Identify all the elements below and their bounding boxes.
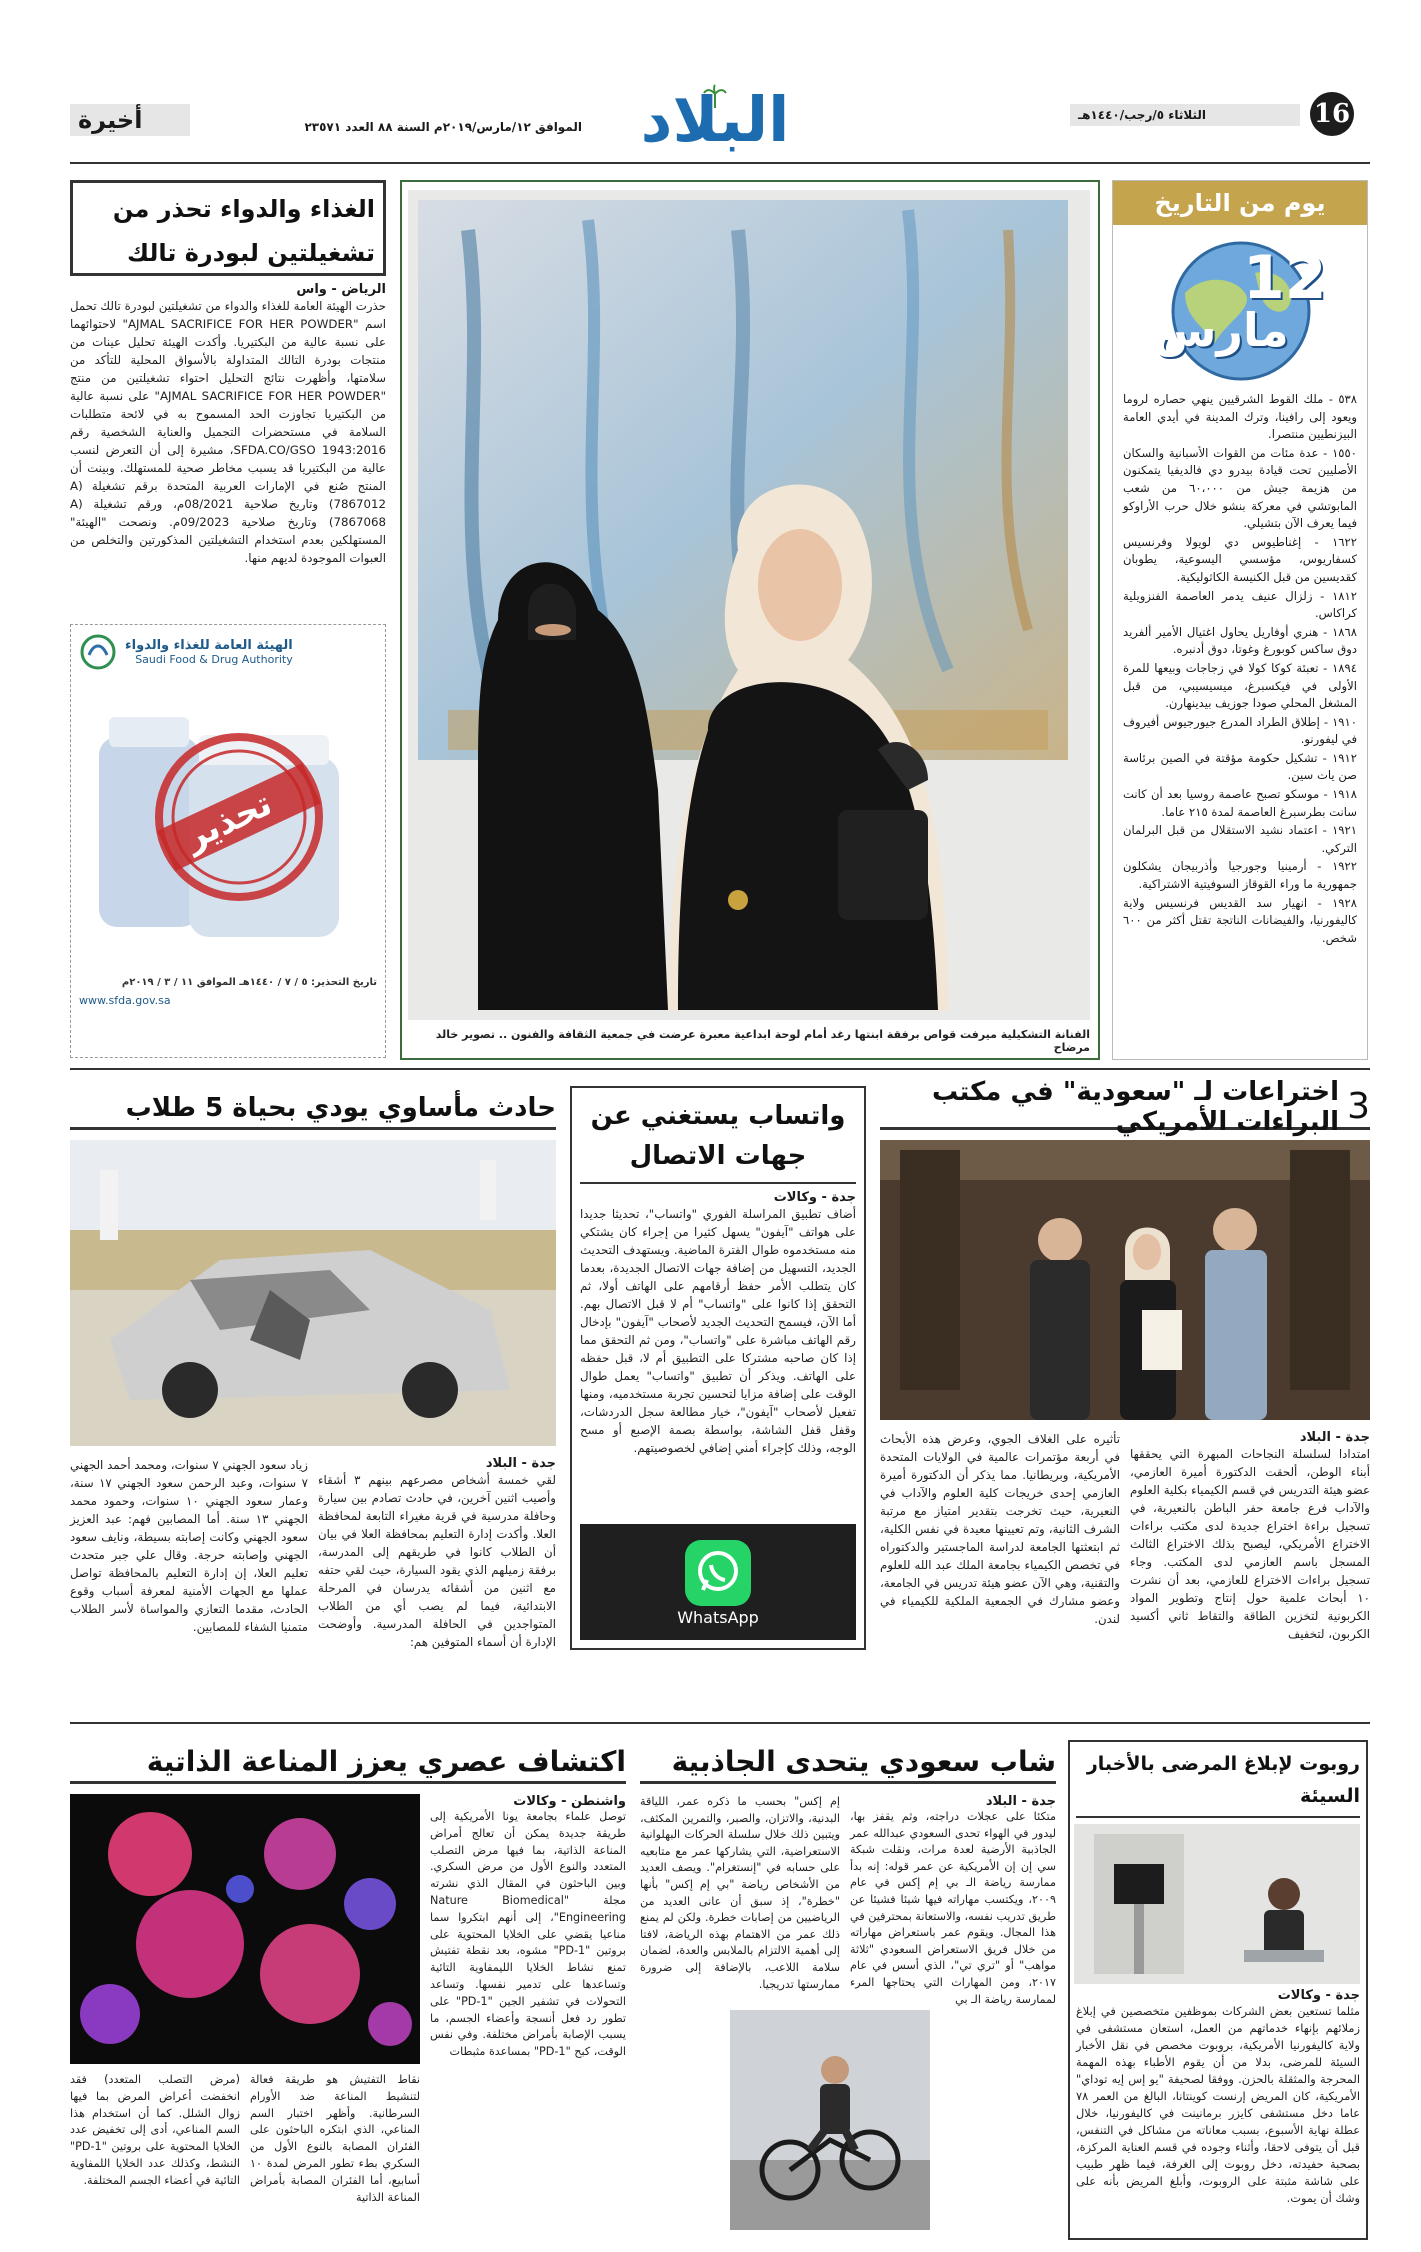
page-number-text: 16: [1313, 99, 1351, 129]
date-badge: [1123, 233, 1357, 383]
food-headline-line2: تشغيلتين لبودرة تالك: [126, 239, 375, 267]
immunity-headline: اكتشاف عصري يعزز المناعة الذاتية: [70, 1740, 626, 1784]
immunity-col3: (مرض التصلب المتعدد) فقد انخفضت أعراض المرض بما فيها زوال الشلل. كما أن استخدام هذا السم المناعي، أدى إلى تخفيض عدد الخلايا المحتوية على بروتين "PD-1" النشط، وكذلك عدد الخلايا اللمفاوية التائية في أعضاء الجسم المختلفة.: [70, 2073, 240, 2187]
gravity-col2: إم إكس" بحسب ما ذكره عمر، اللياقة البدنية، والاتزان، والصبر، والتمرين المكثف، ويتبين ذلك خلال سلسلة الحركات البهلوانية الاستعراضية، التي يشاركها عمر مع متابعيه على حسابه في "إنستغرام". ويصف العديد من الأشخاص رياضة "بي إم إكس" بأنها "خطرة"، إذ سبق أن عانى العديد من الرياضيين من إصابات خطرة. ولكن لم يمنع ذلك عمر من الاهتمام بهذه الرياضة، لافتا إلى أهمية الالتزام بالملابس والعدة، لضمان سلامة اللاعب، بالإضافة إلى ضرورة ممارستها تدريجيا.: [640, 1795, 840, 1991]
food-headline-box: [70, 180, 386, 276]
robot-byline: جدة - وكالات: [1277, 1988, 1360, 2003]
history-item: ١٦٢٢ - إغناطيوس دي لويولا وفرنسيس كسفاريوس، مؤسسي اليسوعية، يطوبان كقديسين من قبل الكنيسة الكاثوليكية.: [1123, 534, 1357, 584]
badge-month: مارس: [1153, 303, 1289, 357]
sfda-ad: [70, 624, 386, 1058]
history-item: ٥٣٨ - ملك القوط الشرقيين ينهي حصاره لروما ويعود إلى رافينا، وترك المدينة في أيدي العامة البيزنطيين منتصرا.: [1123, 392, 1357, 442]
patents-article-body: [880, 1430, 1370, 1643]
whatsapp-headline: واتساب يستغني عن جهات الاتصال: [580, 1096, 856, 1184]
top-section-divider: [70, 1068, 1370, 1070]
history-title: يوم من التاريخ: [1113, 181, 1367, 225]
sfda-logo-icon: [79, 633, 117, 671]
immunity-byline: واشنطن - وكالات: [513, 1794, 626, 1809]
gravity-byline: جدة - البلاد: [985, 1794, 1056, 1809]
food-article: [70, 282, 386, 567]
bmx-photo: [730, 2010, 930, 2230]
history-item: ١٩٢٨ - انهيار سد القديس فرنسيس ولاية كاليفورنيا، والفيضانات الناتجة تقتل أكثر من ٦٠٠ شخص.: [1123, 895, 1357, 945]
whatsapp-logo-box: [580, 1524, 856, 1640]
whatsapp-logo-text: WhatsApp: [677, 1607, 759, 1627]
warning-stamp: تحذير: [178, 783, 279, 859]
patents-photo: [880, 1140, 1370, 1420]
patents-byline: جدة - البلاد: [1299, 1430, 1370, 1445]
history-item: ١٨٩٤ - تعبئة كوكا كولا في زجاجات وبيعها للمرة الأولى في فيكسبرغ، ميسيسيبي، من قبل المشغل المحلي صودا جوزيف بيدينهارن.: [1123, 660, 1357, 711]
accident-col1: لقي خمسة أشخاص مصرعهم بينهم ٣ أشقاء وأصيب اثنين آخرين، في حادث تصادم بين سيارة وحافلة مدرسية في قرية مغيراء التابعة لمحافظة العلا. وأكدت إدارة التعليم بمحافظة العلا في بيان أن الطلاب كانوا في طريقهم إلى المدرسة، برفقة زميلهم الذي يقود السيارة، حيث لقي حتفه مع اثنين من أشقائه يدرسان في المرحلة الابتدائية، فيما لم يصب أي من الطلاب المتواجدين في الحافلة المدرسية. وأوضحت الإدارة أن أسماء المتوفين هم:: [318, 1473, 556, 1649]
accident-article-body: [70, 1456, 556, 1651]
patents-headline: [880, 1076, 1370, 1137]
main-photo-frame: [400, 180, 1100, 1060]
history-item: ١٩٢١ - اعتماد نشيد الاستقلال من قبل البرلمان التركي.: [1123, 823, 1357, 855]
patents-col2: تأثيره على الغلاف الجوي، وعرض هذه الأبحاث في أربعة مؤتمرات عالمية في الولايات المتحدة الأمريكية، وبريطانيا. مما يذكر أن الدكتورة أميرة العازمي إحدى خريجات كلية العلوم والآداب في النعيرية، حيث تخرجت بتقدير امتياز مع مرتبة الشرف الثانية، وتم تعيينها معيدة في نفس الكلية، ثم ابتعثتها الجامعة لدراسة الماجستير والدكتوراه في تخصص الكيمياء بجامعة الملك عبد الله للعلوم والتقنية، وهي الآن عضو هيئة تدريس في الجامعة، وعضو مشارك في الجمعية الملكية للكيمياء في لندن.: [880, 1432, 1120, 1626]
section-label: أخيرة: [78, 106, 143, 134]
header-divider: [70, 162, 1370, 164]
cells-image: [70, 1794, 420, 2064]
robot-body: مثلما تستعين بعض الشركات بموظفين متخصصين في إبلاغ زملائهم بإنهاء خدماتهم من العمل، استعان مستشفى في ولاية كاليفورنيا الأمريكية، بروبوت مخصص في نقل الأخبار السيئة للمرضى، بدلا من أن يقوم الأطباء بهذه المهمة المحرجة والمثقلة بالحزن. ووفقا لصحيفة "يو إس إيه توداي" الأمريكية، كان المريض إرنست كوينتانا، البالغ من العمر ٧٨ عاما دخل مستشفى كايزر برمانينت في كاليفورنيا، خلال عطلة نهاية الأسبوع، بسبب معاناته من مشاكل في التنفس، قبل أن يتوفى لاحقا، وأثناء وجوده في قسم العناية المركزة، بصحبة حفيدته، دخل روبوت إلى الغرفة، فيما ظهر طبيب على شاشة مثبتة على الروبوت، وأبلغ المريض بأنه على وشك أن يموت.: [1076, 2004, 1360, 2205]
history-item: ١٩٢٢ - أرمينيا وجورجيا وأذربيجان يشكلون جمهورية ما وراء القوقاز السوفيتية الاشتراكية.: [1123, 859, 1357, 892]
history-item: ١٨١٢ - زلزال عنيف يدمر العاصمة الفنزويلية كراكاس.: [1123, 588, 1357, 621]
food-byline: الرياض - واس: [296, 282, 386, 297]
patents-col1: امتدادا لسلسلة النجاحات المبهرة التي يحققها أبناء الوطن، ألحقت الدكتورة أميرة العازمي، عضو هيئة التدريس في قسم الكيمياء بكلية العلوم والآداب فرع جامعة حفر الباطن بالنعيرية، في تسجيل براءة اختراع جديدة لدى مكتب براءات الاختراع الأمريكي، ليصبح بذلك الاختراع الثالث المسجل باسم العازمي لدى المكتب. وجاء تسجيل براءات الاختراع للعازمي، بعد أن نشرت ١٠ أبحاث علمية حول إنتاج وتطوير المواد الكربونية لتخزين الطاقة والتقاط ثاني أكسيد الكربون، لتخفيف: [1130, 1447, 1370, 1641]
patents-number: 3: [1347, 1086, 1370, 1127]
gregorian-date-bar: [190, 116, 590, 138]
immunity-col1: توصل علماء بجامعة يونا الأمريكية إلى طريقة جديدة يمكن أن تعالج أمراض المناعة الذاتية، بما فيها مرض التصلب المتعدد والنوع الأول من مرض السكري. وبين الباحثون في المقال الذي نشرته مجلة "Nature Biomedical Engineering"، إلى أنهم ابتكروا سما مناعيا يقضي على الخلايا المحتوية على بروتين "PD-1" مشوه، بعد نقطة تفتيش تمنع نشاط الخلايا الليمفاوية التائية وتساعدها على تدمير نفسها. وتساعد التحولات في تشفير الجين "PD-1" على تطور رد فعل أنسجة وأعضاء الجسم، ما يسبب الإصابة بأمراض مختلفة. وفي نفس الوقت، كبح "PD-1" بمساعدة مثبطات: [430, 1810, 627, 2059]
sfda-ad-header: [79, 633, 377, 671]
history-panel: [1112, 180, 1368, 1060]
history-item: ١٩١٨ - موسكو تصبح عاصمة روسيا بعد أن كانت سانت بطرسبرغ العاصمة لمدة ٢١٥ عاما.: [1123, 787, 1357, 819]
food-headline-line1: الغذاء والدواء تحذر من: [112, 195, 375, 223]
gravity-col1: متكئا على عجلات دراجته، وثم يقفز بها، ليدور في الهواء تحدى السعودي عبدالله عمر الجاذبية الأرضية لعدة مرات، ونقلت شبكة سي إن إن الأمريكية عن عمر قوله: إنه بدأ ممارسة رياضة الـ بي إم إكس في عام ٢٠٠٩، ويكتسب مهاراته فيها شيئا فشيئا عن طريق تدريب نفسه، والاستعانة بمحترفين في هذا المجال. ويقوم عمر باستعراض مهاراته من خلال فريق الاستعراض السعودي "ثلاثة مواهب" أو "تري تي"، الذي أسس في عام ٢٠١٧، ومن المهارات التي يحتاجها المرء لممارسة رياضة الـ بي: [850, 1810, 1056, 2006]
whatsapp-body: أضاف تطبيق المراسلة الفوري "واتساب"، تحديثا جديدا على هواتف "آيفون" يسهل كثيرا من إجراء كان يشتكي منه مستخدموه طوال الفترة الماضية. ويستهدف التحديث الجديد، التسهيل من إضافة جهات الاتصال الجديدة، بعدما كان يتطلب الأمر حفظ أرقامهم على الهاتف أولا، ثم التحقق إذا كانوا على "واتساب" أم لا قبل الاتصال بهم. أما الآن، فيسمح التحديث الجديد لأصحاب "آيفون" بإدخال رقم الهاتف مباشرة على "واتساب"، ومن ثم التحقق مما إذا كان صاحبه مشتركا على التطبيق أم لا، قبل حفظه على الهاتف. ويذكر أن تطبيق "واتساب" يعمل طوال الوقت على إضافة مزايا لتحسين تجربة مستخدميه، ومنها تفعيل لأصحاب "آيفون"، خيار مطالعة سجل الدردشات، وقفل قفل الشاشة، بواسطة بصمة الإصبع أو مسح الوجه، وذلك كإجراء أمني إضافي لخصوصيتهم.: [580, 1207, 856, 1455]
immunity-col2: نقاط التفتيش هو طريقة فعالة لتنشيط المناعة ضد الأورام السرطانية. وأظهر اختبار السم المناعي، الذي ابتكره الباحثون على الفئران المصابة بالنوع الأول من السكري بطء تطور المرض لمدة ١٠ أسابيع، أما الفئران المصابة بأمراض المناعة الذاتية: [250, 2073, 420, 2204]
whatsapp-article: [570, 1086, 866, 1650]
warning-date: تاريخ التحذير: ٥ / ٧ / ١٤٤٠هـ الموافق ١١ / ٣ / ٢٠١٩م: [121, 977, 377, 988]
middle-section-divider: [70, 1722, 1370, 1724]
patents-headline-text: اختراعات لـ "سعودية" في مكتب البراءات الأمريكي: [932, 1076, 1340, 1137]
gravity-headline: شاب سعودي يتحدى الجاذبية: [640, 1740, 1056, 1784]
sfda-footer: www.sfda.gov.sa: [79, 994, 171, 1007]
robot-headline: روبوت لإبلاغ المرضى بالأخبار السيئة: [1076, 1748, 1360, 1818]
food-body: حذرت الهيئة العامة للغذاء والدواء من تشغيلتين لبودرة تالك تحمل اسم "AJMAL SACRIFICE FOR HER POWDER" لاحتوائهما على نسبة عالية من البكتيريا. وأكدت الهيئة تحليل عينات من منتجات بودرة التالك المتداولة بالأسواق المحلية للتأكد من سلامتها، وأظهرت نتائج التحليل احتواء تشغيلتين من منتج "AJMAL SACRIFICE FOR HER POWDER" على نسبة عالية من البكتيريا تجاوزت الحد المسموح به في لائحة متطلبات السلامة في مستحضرات التجميل والعناية الشخصية رقم SFDA.CO/GSO 1943:2016، مشيرة إلى أن التعرض لنسب عالية من البكتيريا قد يسبب مخاطر صحية للمستهلك. وبينت أن المنتج صُنع في الإمارات العربية المتحدة برقم تشغيلة (A 7867012) وتاريخ صلاحية 08/2021م، ورقم تشغيلة (A 7867068) وتاريخ صلاحية 09/2023م. ونصحت "الهيئة" المستهلكين بعدم استخدام التشغيلتين المذكورتين والتخلص من العبوات الموجودة لديهم منها.: [70, 299, 386, 565]
whatsapp-icon: [683, 1538, 753, 1608]
main-photo: [408, 190, 1090, 1020]
history-item: ١٨٦٨ - هنري أوفاريل يحاول اغتيال الأمير ألفريد دوق ساكس كوبورغ وغوتا، دوق أدنبره.: [1123, 624, 1357, 657]
history-item: ١٩١٠ - إطلاق الطراد المدرع جيورجيوس أفيروف في ليفورنو.: [1123, 714, 1357, 747]
hijri-date: الثلاثاء ٥/رجب/١٤٤٠هـ: [1078, 108, 1207, 122]
sfda-org-ar: الهيئة العامة للغذاء والدواء: [125, 638, 293, 653]
whatsapp-byline: جدة - وكالات: [773, 1190, 856, 1205]
newspaper-logo: [640, 80, 790, 160]
immunity-col1-wrap: [430, 1794, 626, 2061]
robot-article: [1068, 1740, 1368, 2240]
sfda-org-en: Saudi Food & Drug Authority: [135, 653, 293, 666]
accident-byline: جدة - البلاد: [485, 1456, 556, 1471]
history-item: ١٩١٢ - تشكيل حكومة مؤقتة في الصين برئاسة صن يات سين.: [1123, 750, 1357, 783]
history-list: [1123, 391, 1357, 947]
palm-emblem-icon: [702, 84, 728, 110]
main-photo-caption: الفنانة التشكيلية ميرفت قواص برفقة ابنتها رغد أمام لوحة ابداعية معبرة عرضت في جمعية الثقافة والفنون .. تصوير خالد مرضاح: [435, 1028, 1090, 1054]
gravity-article-body: [640, 1794, 1056, 2008]
history-item: ١٥٥٠ - عدة مئات من القوات الأسبانية والسكان الأصليين تحت قيادة بيدرو دي فالديفيا يتمكنون من هزيمة جيش من ٦٠،٠٠٠ من شعب المابوتشي في معركة بنشو خلال حرب الأراوكو فيما يعرف الآن بتشيلي.: [1123, 445, 1357, 531]
accident-headline: حادث مأساوي يودي بحياة 5 طلاب: [70, 1086, 556, 1130]
logo-text: البلاد: [640, 83, 790, 156]
section-label-bar: [70, 104, 190, 136]
page-number: [1310, 92, 1354, 136]
badge-day: 12: [1243, 243, 1327, 313]
gregorian-date: الموافق ١٢/مارس/٢٠١٩م السنة ٨٨ العدد ٢٣٥٧١: [304, 120, 582, 134]
accident-photo: [70, 1140, 556, 1446]
hijri-date-bar: [1070, 104, 1300, 126]
robot-photo: [1074, 1824, 1360, 1984]
accident-col2: زياد سعود الجهني ٧ سنوات، ومحمد أحمد الجهني ٧ سنوات، وعبد الرحمن سعود الجهني ١٧ سنة، وعمار سعود الجهني ١٠ سنوات، وحمود محمد الجهني ١٣ سنة. أما المصابين فهم: عبد العزيز سعود الجهني وكانت إصابته بسيطة، ونايف سعود الجهني وإصابته حرجة. وقال علي جبر متحدث تعليم العلا، إن إدارة التعليم بالمحافظة تواصل عملها مع الجهات الأمنية لمعرفة أسباب وقوع الحادث، مقدما التعازي والمواساة لأسر الطلاب متمنيا الشفاء للمصابين.: [70, 1458, 308, 1634]
